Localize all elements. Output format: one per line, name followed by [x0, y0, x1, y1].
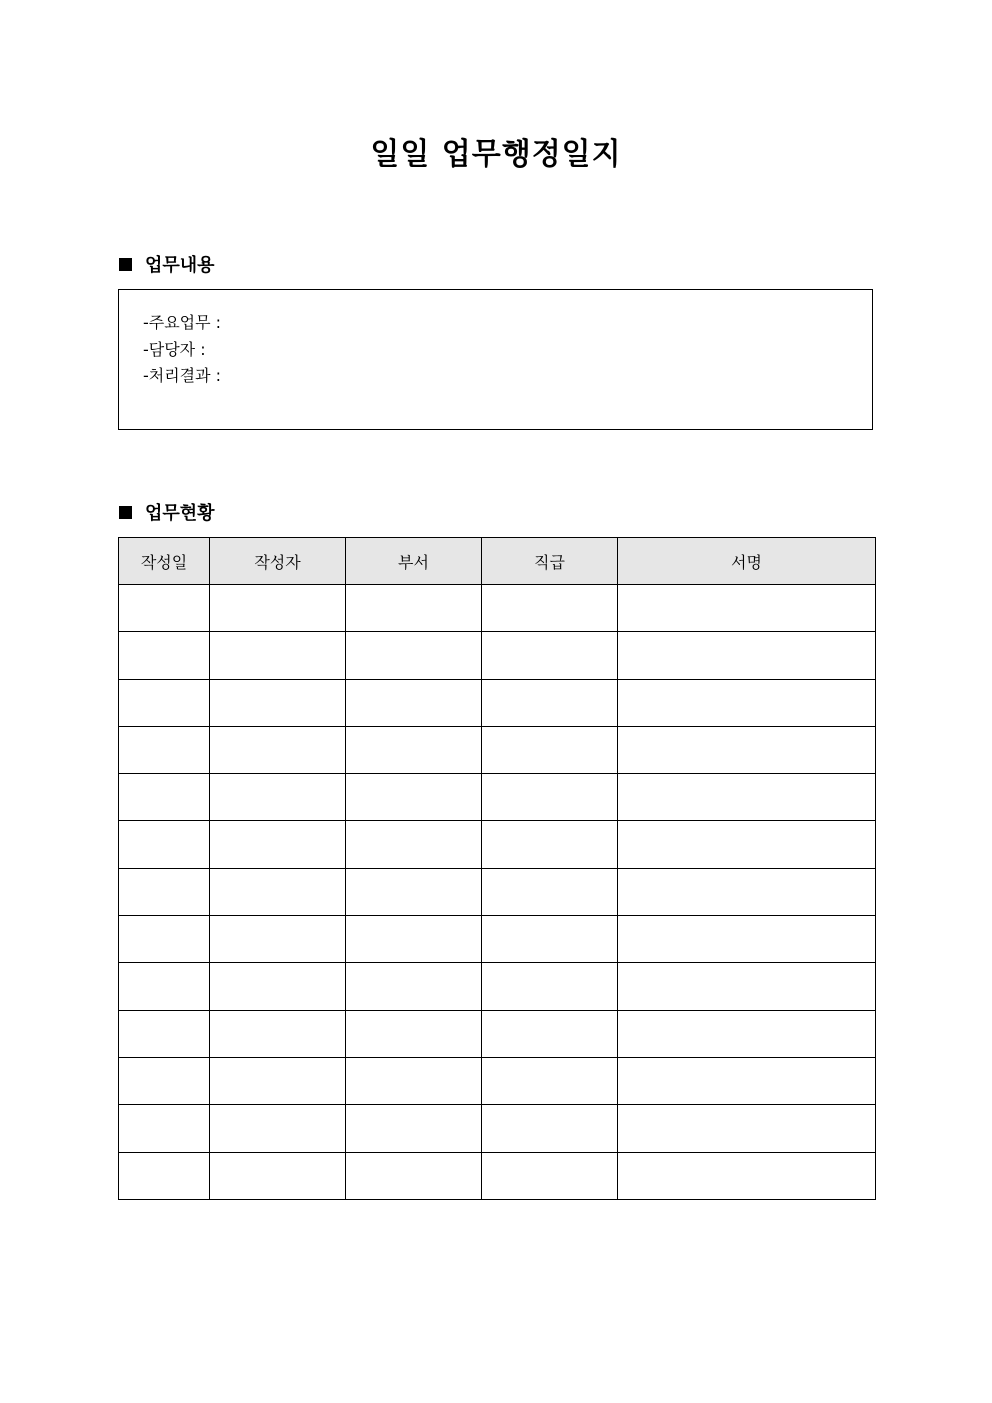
position-cell[interactable] — [482, 868, 618, 915]
table-row — [119, 726, 876, 773]
writer-cell[interactable] — [210, 821, 346, 868]
table-row — [119, 1105, 876, 1152]
date-cell[interactable] — [119, 1152, 210, 1199]
section-heading-label: 업무현황 — [145, 503, 215, 524]
department-cell[interactable] — [346, 774, 482, 821]
department-cell[interactable] — [346, 726, 482, 773]
writer-cell[interactable] — [210, 1105, 346, 1152]
date-cell[interactable] — [119, 868, 210, 915]
table-row — [119, 1152, 876, 1199]
writer-cell[interactable] — [210, 774, 346, 821]
date-cell[interactable] — [119, 1057, 210, 1104]
date-cell[interactable] — [119, 1010, 210, 1057]
table-row — [119, 1010, 876, 1057]
signature-cell[interactable] — [618, 1057, 876, 1104]
date-cell[interactable] — [119, 585, 210, 632]
column-header-signature: 서명 — [618, 538, 876, 585]
writer-cell[interactable] — [210, 1152, 346, 1199]
writer-cell[interactable] — [210, 916, 346, 963]
table-row — [119, 632, 876, 679]
table-row — [119, 868, 876, 915]
table-header-row — [119, 538, 876, 585]
person-in-charge-field[interactable]: -담당자 : — [143, 339, 206, 359]
writer-cell[interactable] — [210, 726, 346, 773]
table-row — [119, 821, 876, 868]
date-cell[interactable] — [119, 916, 210, 963]
date-cell[interactable] — [119, 726, 210, 773]
department-cell[interactable] — [346, 632, 482, 679]
table-row — [119, 916, 876, 963]
signature-cell[interactable] — [618, 1152, 876, 1199]
signature-cell[interactable] — [618, 679, 876, 726]
writer-cell[interactable] — [210, 585, 346, 632]
date-cell[interactable] — [119, 774, 210, 821]
work-content-box — [118, 289, 873, 430]
table-row — [119, 679, 876, 726]
department-cell[interactable] — [346, 1057, 482, 1104]
writer-cell[interactable] — [210, 679, 346, 726]
column-header-position: 직급 — [482, 538, 618, 585]
position-cell[interactable] — [482, 1010, 618, 1057]
table-row — [119, 1057, 876, 1104]
date-cell[interactable] — [119, 679, 210, 726]
department-cell[interactable] — [346, 821, 482, 868]
writer-cell[interactable] — [210, 963, 346, 1010]
date-cell[interactable] — [119, 821, 210, 868]
signature-cell[interactable] — [618, 1010, 876, 1057]
column-header-writer: 작성자 — [210, 538, 346, 585]
position-cell[interactable] — [482, 821, 618, 868]
signature-cell[interactable] — [618, 868, 876, 915]
position-cell[interactable] — [482, 726, 618, 773]
square-bullet-icon — [119, 506, 132, 519]
column-header-department: 부서 — [346, 538, 482, 585]
department-cell[interactable] — [346, 963, 482, 1010]
position-cell[interactable] — [482, 774, 618, 821]
square-bullet-icon — [119, 258, 132, 271]
position-cell[interactable] — [482, 1057, 618, 1104]
position-cell[interactable] — [482, 1105, 618, 1152]
department-cell[interactable] — [346, 1105, 482, 1152]
department-cell[interactable] — [346, 679, 482, 726]
signature-cell[interactable] — [618, 774, 876, 821]
signature-cell[interactable] — [618, 1105, 876, 1152]
signature-cell[interactable] — [618, 963, 876, 1010]
document-title: 일일 업무행정일지 — [370, 137, 622, 172]
section-heading-work-status — [119, 500, 215, 524]
table-row — [119, 963, 876, 1010]
writer-cell[interactable] — [210, 868, 346, 915]
department-cell[interactable] — [346, 1010, 482, 1057]
position-cell[interactable] — [482, 963, 618, 1010]
column-header-date: 작성일 — [119, 538, 210, 585]
main-task-field[interactable]: -주요업무 : — [143, 313, 222, 332]
position-cell[interactable] — [482, 916, 618, 963]
department-cell[interactable] — [346, 585, 482, 632]
department-cell[interactable] — [346, 868, 482, 915]
result-field[interactable]: -처리결과 : — [143, 366, 222, 385]
table-body — [119, 585, 876, 1200]
date-cell[interactable] — [119, 963, 210, 1010]
date-cell[interactable] — [119, 1105, 210, 1152]
signature-cell[interactable] — [618, 726, 876, 773]
department-cell[interactable] — [346, 916, 482, 963]
position-cell[interactable] — [482, 1152, 618, 1199]
table-row — [119, 774, 876, 821]
position-cell[interactable] — [482, 632, 618, 679]
signature-cell[interactable] — [618, 632, 876, 679]
section-heading-label: 업무내용 — [145, 255, 215, 276]
writer-cell[interactable] — [210, 632, 346, 679]
signature-cell[interactable] — [618, 821, 876, 868]
signature-cell[interactable] — [618, 585, 876, 632]
work-status-table — [118, 537, 876, 1200]
department-cell[interactable] — [346, 1152, 482, 1199]
writer-cell[interactable] — [210, 1057, 346, 1104]
writer-cell[interactable] — [210, 1010, 346, 1057]
signature-cell[interactable] — [618, 916, 876, 963]
table-row — [119, 585, 876, 632]
position-cell[interactable] — [482, 679, 618, 726]
section-heading-work-content — [119, 252, 215, 276]
position-cell[interactable] — [482, 585, 618, 632]
date-cell[interactable] — [119, 632, 210, 679]
